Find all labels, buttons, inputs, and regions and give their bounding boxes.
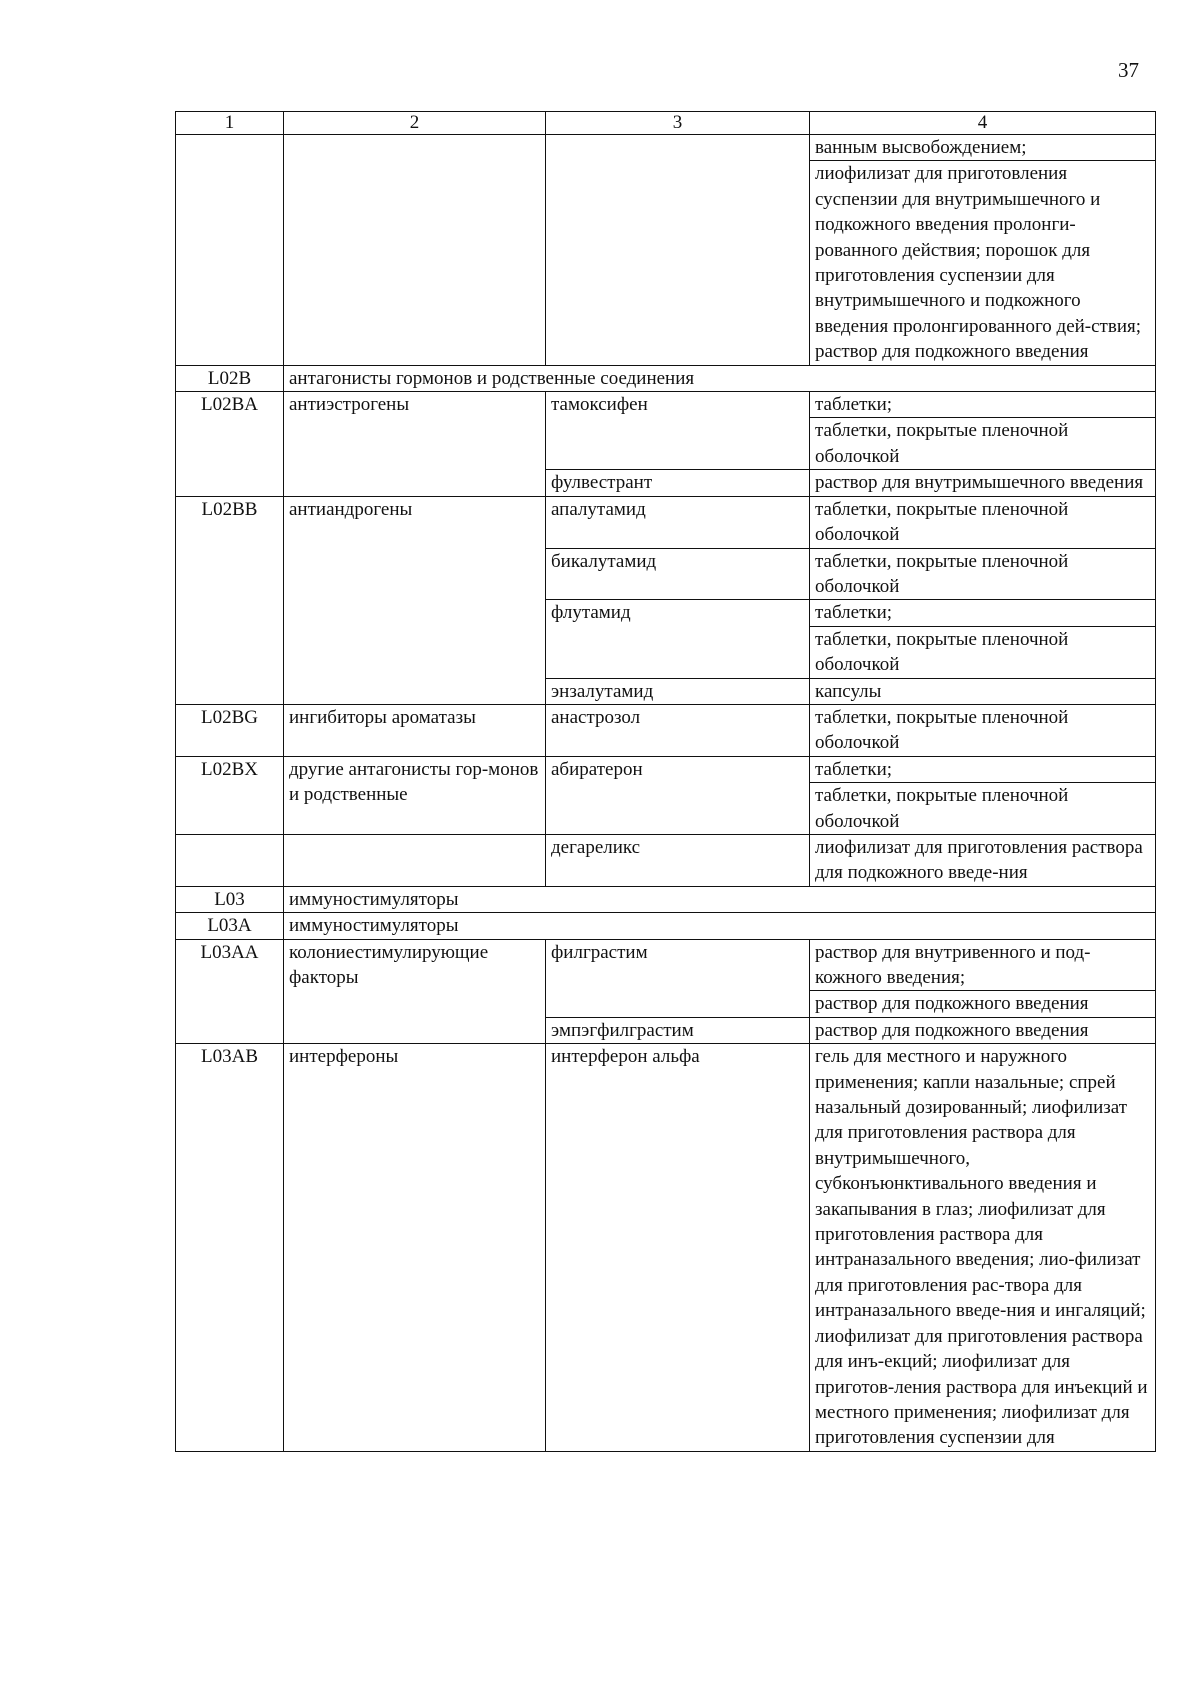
dosage-form: раствор для подкожного введения <box>815 1019 1089 1041</box>
group-name-cell <box>284 135 546 366</box>
drug-name: апалутамид <box>546 496 810 548</box>
page-number: 37 <box>1118 58 1139 82</box>
table-row <box>176 913 1156 939</box>
group-name: ингибиторы ароматазы <box>284 704 546 756</box>
dosage-form: лиофилизат для приготовления суспензии для внутримышечного и подкожного введения пролонги-рованного действия; порошок для приготовления суспензии для внутримышечного и подкожного введения пролонгированного дей-ствия; раствор для подкожного введения <box>815 163 1142 363</box>
group-name: антиандрогены <box>284 496 546 704</box>
drug-name: дегареликс <box>546 834 810 886</box>
dosage-form: таблетки, покрытые пленочной оболочкой <box>815 785 1069 832</box>
atc-code: L03AA <box>176 939 284 1044</box>
dosage-forms-cell <box>810 704 1156 756</box>
table-row <box>176 496 1156 548</box>
table-row <box>176 365 1156 391</box>
dosage-form: таблетки, покрытые пленочной оболочкой <box>815 550 1069 597</box>
dosage-form: таблетки, покрытые пленочной оболочкой <box>815 498 1069 546</box>
dosage-form: таблетки, покрытые пленочной оболочкой <box>815 420 1069 467</box>
atc-code: L02BA <box>176 392 284 497</box>
drug-name: флутамид <box>546 600 810 678</box>
dosage-forms-cell <box>810 600 1156 678</box>
dosage-forms-cell <box>810 756 1156 834</box>
dosage-form: раствор для внутримышечного введения <box>815 472 1144 494</box>
table-row <box>176 886 1156 912</box>
atc-code: L02BG <box>176 704 284 756</box>
dosage-forms-cell <box>810 1044 1156 1452</box>
table-header-row <box>176 112 1156 135</box>
atc-code: L03AB <box>176 1044 284 1452</box>
drug-name: анастрозол <box>546 704 810 756</box>
drug-name: бикалутамид <box>546 548 810 600</box>
drug-name: энзалутамид <box>546 678 810 704</box>
dosage-form: таблетки; <box>810 757 1155 783</box>
group-name: другие антагонисты гор-монов и родственные <box>284 756 546 834</box>
column-number-1: 1 <box>176 112 284 135</box>
dosage-forms-cell <box>810 678 1156 704</box>
table-row <box>176 756 1156 834</box>
atc-code-cell <box>176 135 284 366</box>
dosage-form: лиофилизат для приготовления раствора для подкожного введе-ния <box>815 836 1143 884</box>
atc-code: L02BX <box>176 756 284 834</box>
dosage-forms-cell <box>810 470 1156 496</box>
dosage-forms-cell <box>810 392 1156 470</box>
table-row <box>176 939 1156 1017</box>
group-name: антагонисты гормонов и родственные соединения <box>284 365 1156 391</box>
table-row <box>176 135 1156 366</box>
dosage-forms-cell <box>810 135 1156 366</box>
dosage-form: таблетки, покрытые пленочной оболочкой <box>815 628 1069 676</box>
drug-name: тамоксифен <box>546 392 810 470</box>
drug-name: интерферон альфа <box>546 1044 810 1452</box>
group-name: колониестимулирующие факторы <box>284 939 546 1044</box>
group-name-cell <box>284 834 546 886</box>
drug-name: фулвестрант <box>546 470 810 496</box>
dosage-forms-cell <box>810 548 1156 600</box>
table-row <box>176 704 1156 756</box>
dosage-form: ванным высвобождением; <box>810 135 1155 161</box>
group-name: иммуностимуляторы <box>284 913 1156 939</box>
drug-name: эмпэгфилграстим <box>546 1017 810 1043</box>
dosage-form: таблетки; <box>810 392 1155 418</box>
column-number-3: 3 <box>546 112 810 135</box>
group-name: иммуностимуляторы <box>284 886 1156 912</box>
dosage-forms-cell <box>810 1017 1156 1043</box>
atc-code: L03 <box>176 886 284 912</box>
dosage-form: гель для местного и наружного применения; капли назальные; спрей назальный дозированный; лиофилизат для приготовления раствора для внутримышечного, субконъюнктивального введения и закапывания в глаз; лиофилизат для приготовления раствора для интраназального введения; лио-филизат для приготовления рас-твора для интраназального введе-ния и ингаляций; лиофилизат для приготовления раствора для инъ-екций; лиофилизат для приготов-ления раствора для инъекций и местного применения; лиофилизат для приготовления суспензии для <box>815 1046 1148 1449</box>
dosage-form: капсулы <box>815 680 882 702</box>
dosage-form: раствор для подкожного введения <box>815 993 1089 1015</box>
column-number-4: 4 <box>810 112 1156 135</box>
atc-code: L03A <box>176 913 284 939</box>
dosage-form: таблетки, покрытые пленочной оболочкой <box>815 706 1069 754</box>
table-row <box>176 392 1156 470</box>
drug-name: абиратерон <box>546 756 810 834</box>
dosage-forms-cell <box>810 939 1156 1017</box>
atc-code: L02B <box>176 365 284 391</box>
atc-code-cell <box>176 834 284 886</box>
dosage-forms-cell <box>810 834 1156 886</box>
dosage-form: таблетки; <box>810 600 1155 626</box>
dosage-forms-cell <box>810 496 1156 548</box>
table-row <box>176 1044 1156 1452</box>
drug-name: филграстим <box>546 939 810 1017</box>
column-number-2: 2 <box>284 112 546 135</box>
group-name: интерфероны <box>284 1044 546 1452</box>
drug-name-cell <box>546 135 810 366</box>
table-row <box>176 834 1156 886</box>
atc-code: L02BB <box>176 496 284 704</box>
dosage-form: раствор для внутривенного и под-кожного введения; <box>810 940 1155 992</box>
drug-table <box>175 111 1156 1452</box>
group-name: антиэстрогены <box>284 392 546 497</box>
